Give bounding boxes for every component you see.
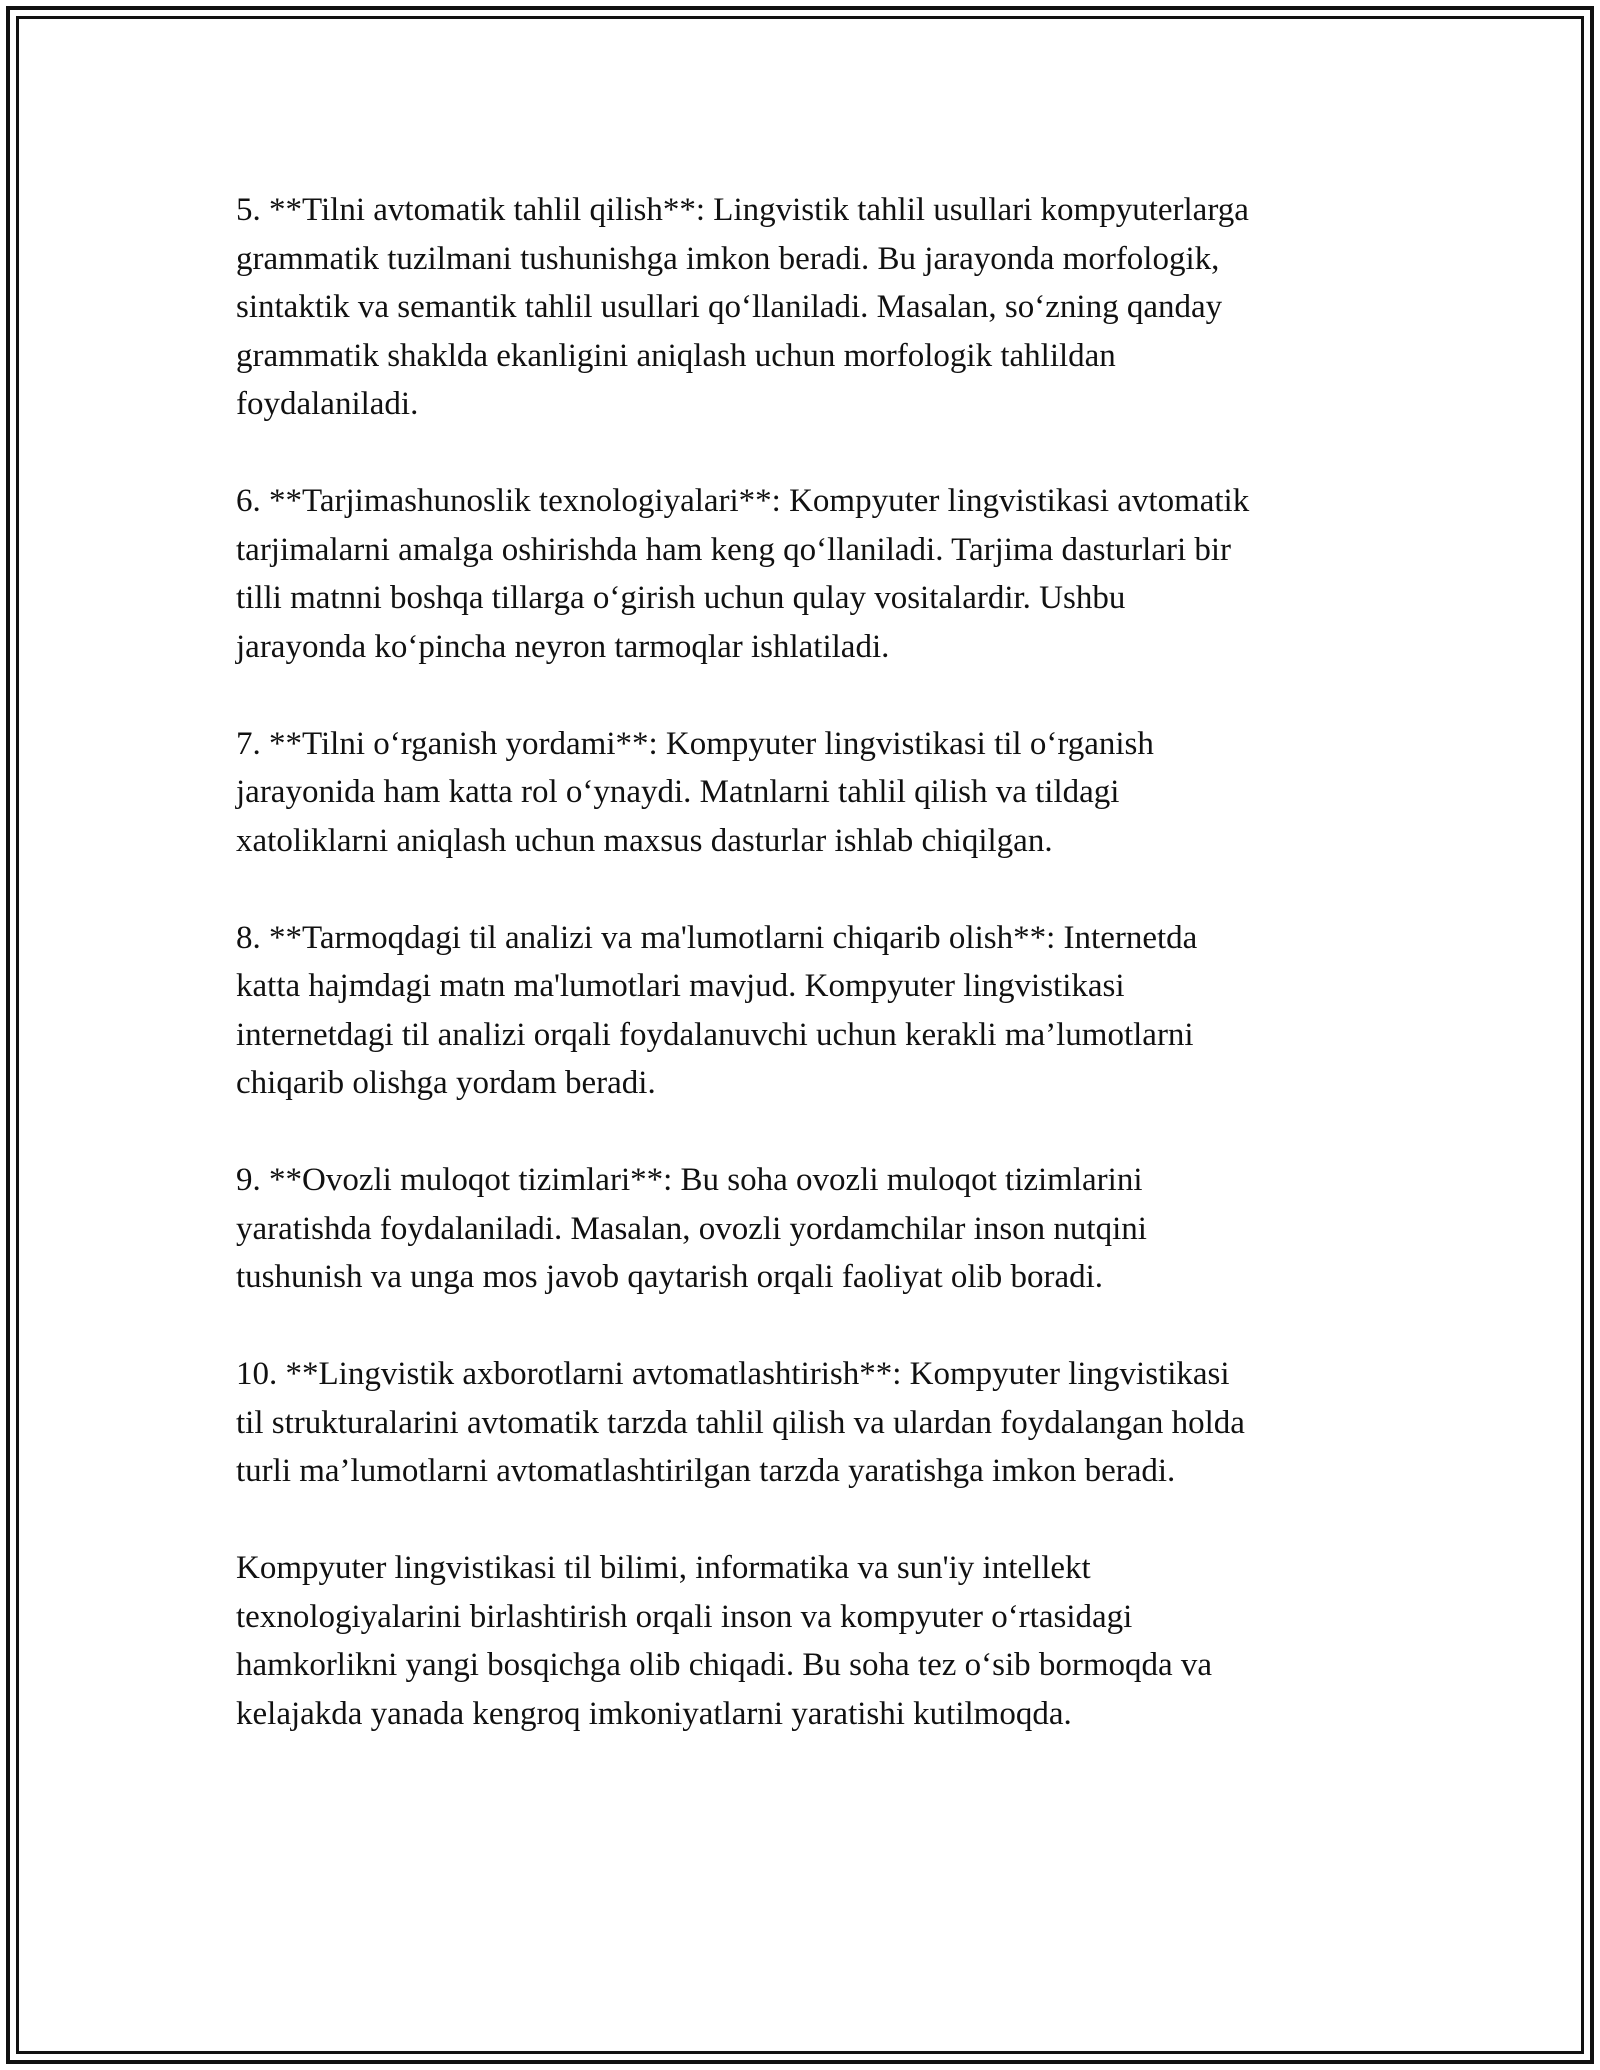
text-line: 8. **Tarmoqdagi til analizi va ma'lumotlarni chiqarib olish**: Internetda bbox=[236, 919, 1198, 956]
text-line: hamkorlikni yangi bosqichga olib chiqadi. Bu soha tez o‘sib bormoqda va bbox=[236, 1647, 1213, 1683]
text-line: foydalaniladi. bbox=[236, 386, 419, 422]
text-line: 5. **Tilni avtomatik tahlil qilish**: Lingvistik tahlil usullari kompyuterlarga bbox=[236, 192, 1249, 228]
paragraph-item-9 bbox=[236, 1156, 1396, 1302]
text-line: jarayonida ham katta rol o‘ynaydi. Matnlarni tahlil qilish va tildagi bbox=[236, 774, 1120, 810]
text-line: 10. **Lingvistik axborotlarni avtomatlashtirish**: Kompyuter lingvistikasi bbox=[236, 1356, 1230, 1392]
text-line: tarjimalarni amalga oshirishda ham keng qo‘llaniladi. Tarjima dasturlari bir bbox=[236, 531, 1232, 568]
paragraph-item-8 bbox=[236, 914, 1396, 1108]
paragraph-item-7 bbox=[236, 720, 1396, 866]
text-line: 6. **Tarjimashunoslik texnologiyalari**: Kompyuter lingvistikasi avtomatik bbox=[236, 483, 1250, 519]
text-line: Kompyuter lingvistikasi til bilimi, informatika va sun'iy intellekt bbox=[236, 1550, 1091, 1586]
text-line: tilli matnni boshqa tillarga o‘girish uchun qulay vositalardir. Ushbu bbox=[236, 580, 1126, 616]
text-line: turli ma’lumotlarni avtomatlashtirilgan tarzda yaratishga imkon beradi. bbox=[236, 1453, 1176, 1489]
document-body bbox=[236, 186, 1396, 1787]
text-line: tushunish va unga mos javob qaytarish orqali faoliyat olib boradi. bbox=[236, 1259, 1104, 1295]
text-line: internetdagi til analizi orqali foydalanuvchi uchun kerakli ma’lumotlarni bbox=[236, 1016, 1194, 1053]
conclusion-paragraph bbox=[236, 1544, 1396, 1738]
text-line: 9. **Ovozli muloqot tizimlari**: Bu soha ovozli muloqot tizimlarini bbox=[236, 1162, 1143, 1198]
text-line: katta hajmdagi matn ma'lumotlari mavjud. Kompyuter lingvistikasi bbox=[236, 968, 1125, 1004]
text-line: xatoliklarni aniqlash uchun maxsus dasturlar ishlab chiqilgan. bbox=[236, 822, 1053, 859]
text-line: grammatik tuzilmani tushunishga imkon beradi. Bu jarayonda morfologik, bbox=[236, 240, 1220, 277]
text-line: chiqarib olishga yordam beradi. bbox=[236, 1065, 656, 1101]
paragraph-item-10 bbox=[236, 1350, 1396, 1496]
paragraph-item-6 bbox=[236, 477, 1396, 671]
text-line: 7. **Tilni o‘rganish yordami**: Kompyuter lingvistikasi til o‘rganish bbox=[236, 725, 1154, 762]
text-line: sintaktik va semantik tahlil usullari qo‘llaniladi. Masalan, so‘zning qanday bbox=[236, 289, 1223, 325]
text-line: texnologiyalarini birlashtirish orqali inson va kompyuter o‘rtasidagi bbox=[236, 1598, 1133, 1635]
text-line: yaratishda foydalaniladi. Masalan, ovozli yordamchilar inson nutqini bbox=[236, 1210, 1147, 1247]
text-line: kelajakda yanada kengroq imkoniyatlarni yaratishi kutilmoqda. bbox=[236, 1695, 1072, 1732]
paragraph-item-5 bbox=[236, 186, 1396, 429]
text-line: jarayonda ko‘pincha neyron tarmoqlar ishlatiladi. bbox=[236, 628, 890, 665]
text-line: grammatik shaklda ekanligini aniqlash uchun morfologik tahlildan bbox=[236, 337, 1116, 374]
text-line: til strukturalarini avtomatik tarzda tahlil qilish va ulardan foydalangan holda bbox=[236, 1404, 1245, 1441]
